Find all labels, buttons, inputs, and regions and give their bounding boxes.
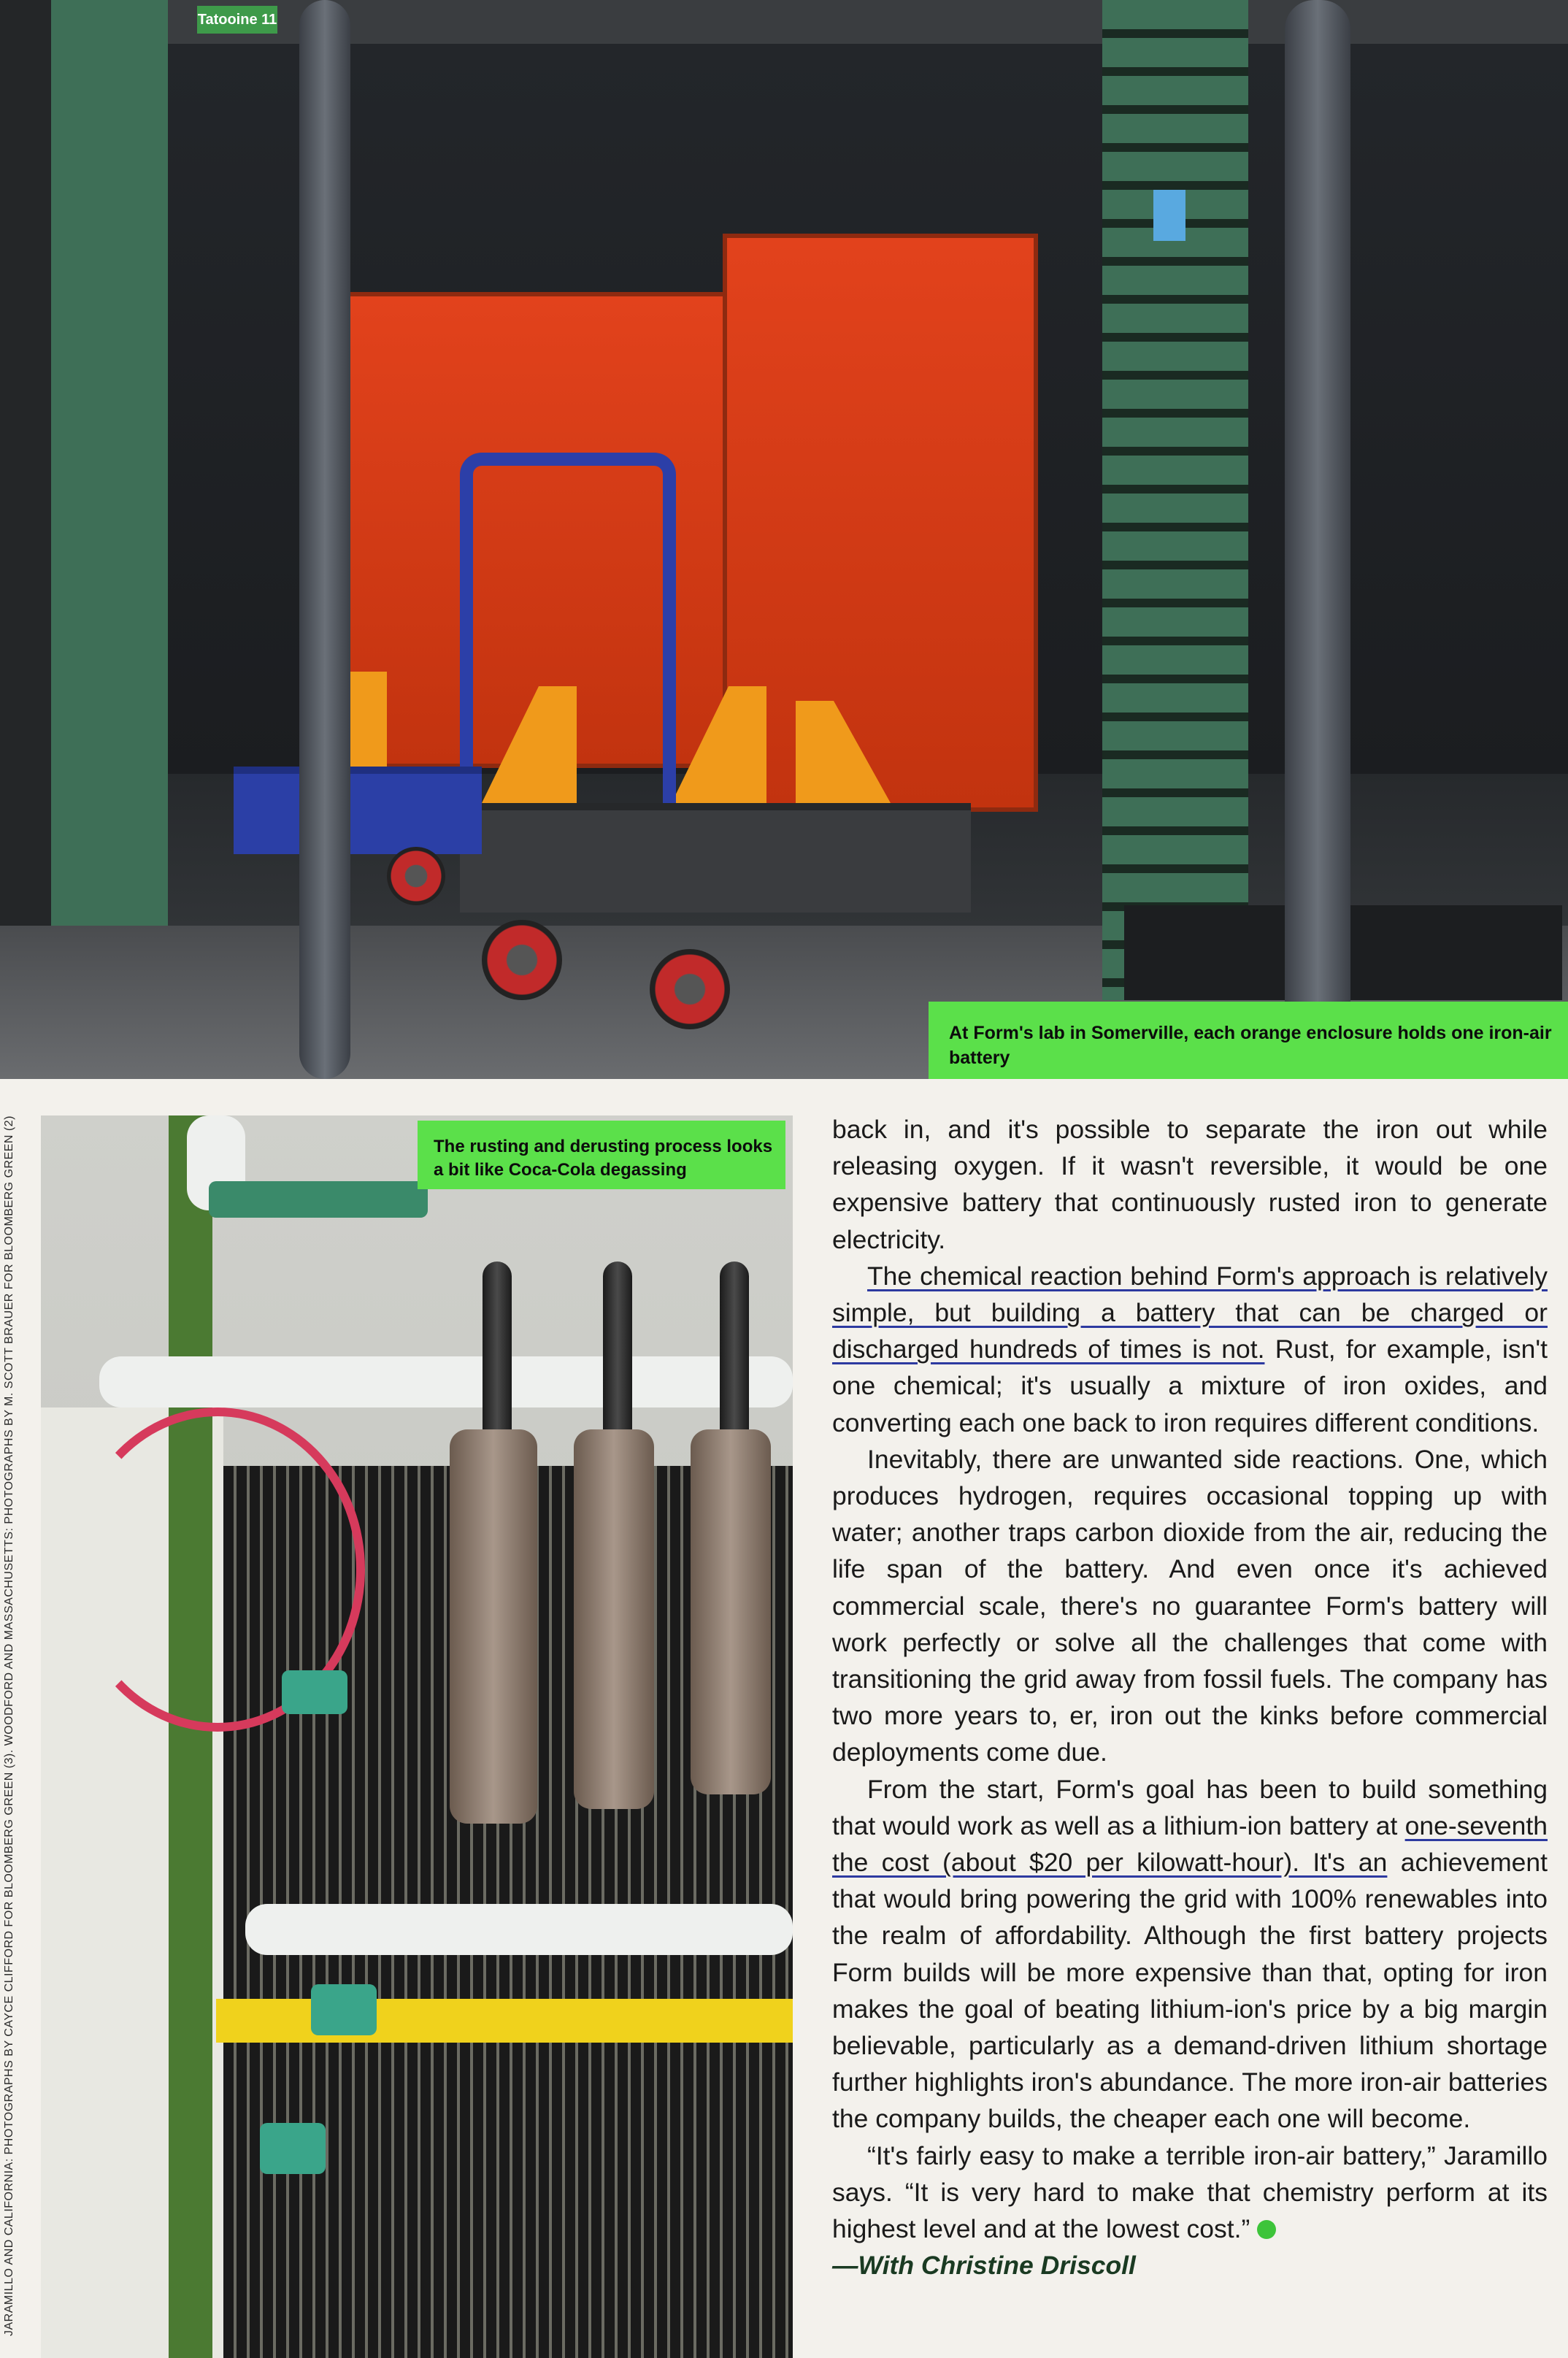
paragraph-1: back in, and it's possible to separate the iron out while releasing oxygen. If it wasn't reversible, it would be one expensive battery that continuously rusted iron to generate electricity. (832, 1115, 1548, 1254)
reaction-cylinder (691, 1429, 771, 1794)
reaction-cylinder (574, 1429, 654, 1809)
paragraph-2 (832, 1258, 1548, 1441)
shelf-label: Tatooine 11 (197, 6, 277, 34)
article-body (832, 1111, 1548, 2284)
end-mark-icon (1257, 2220, 1276, 2239)
underlined-passage: The chemical reaction behind Form's approach is relatively simple, but building a battery that can be charged or discharged hundreds of times is not. (832, 1261, 1548, 1364)
top-photo-caption: At Form's lab in Somerville, each orange enclosure holds one iron-air battery (929, 1002, 1568, 1079)
blue-tag (1153, 190, 1185, 241)
teal-clip (311, 1984, 377, 2035)
cart-base (460, 803, 971, 913)
white-pipe-horizontal (99, 1356, 793, 1407)
lab-photo-top (0, 0, 1568, 1079)
blue-cart-handle (460, 453, 676, 831)
paragraph-5-text: “It's fairly easy to make a terrible iron-air battery,” Jaramillo says. “It is very hard to make that chemistry perform at its highest level and at the lowest cost.” (832, 2140, 1548, 2244)
byline: —With Christine Driscoll (832, 2251, 1136, 2281)
teal-clip (282, 1670, 347, 1714)
teal-bracket (209, 1181, 428, 1218)
paragraph-3: Inevitably, there are unwanted side reactions. One, which produces hydrogen, requires occasional topping up with water; another traps carbon dioxide from the air, reducing the life span of the battery. And even once it's achieved commercial scale, there's no guarantee Form's battery will work perfectly or solve all the challenges that come with transitioning the grid away from fossil fuels. The company has two more years to, er, iron out the kinks before commercial deployments come due. (832, 1444, 1548, 1767)
upper-shelf (168, 0, 1568, 44)
photo-credit: JARAMILLO AND CALIFORNIA: PHOTOGRAPHS BY CAYCE CLIFFORD FOR BLOOMBERG GREEN (3). WOODFORD AND MASSACHUSETTS: PHOTOGRAPHS BY M. SCOTT BRAUER FOR BLOOMBERG GREEN (2) (3, 1115, 15, 2336)
foreground-pipe-right (1285, 0, 1350, 1079)
bottom-photo-caption: The rusting and derusting process looks a bit like Coca-Cola degassing (418, 1121, 785, 1189)
cart-wheel (650, 949, 730, 1029)
underlined-passage: one-seventh the cost (about $20 per kilowatt-hour). It's an (832, 1810, 1548, 1878)
yellow-rail (216, 1999, 793, 2043)
cart-wheel (482, 920, 562, 1000)
paragraph-4-lead: From the start, Form's goal has been to build something that would work as well as a lithium-ion battery at (832, 1774, 1548, 1840)
blue-cart-base (234, 767, 482, 854)
white-pipe-horizontal-lower (245, 1904, 793, 1955)
paragraph-5 (832, 2138, 1548, 2248)
green-upright (169, 1115, 212, 2358)
paragraph-2-rest: Rust, for example, isn't one chemical; it's usually a mixture of iron oxides, and converting each one back to iron requires different conditions. (832, 1334, 1548, 1437)
cart-wheel (387, 847, 445, 905)
teal-clip (260, 2123, 326, 2174)
orange-enclosure-right (723, 234, 1038, 812)
paragraph-4-rest: achievement that would bring powering the grid with 100% renewables into the realm of affordability. Although the first battery projects Form builds will be more expensive than that, opting for iron makes the goal of beating lithium-ion's price by a big margin believable, particularly as a demand-driven lithium shortage further highlights iron's abundance. The more iron-air batteries the company builds, the cheaper each one will become. (832, 1848, 1548, 2134)
foreground-pipe-left (299, 0, 350, 1079)
green-rack-left (51, 0, 168, 1079)
paragraph-4 (832, 1771, 1548, 2138)
lab-photo-bottom (41, 1115, 793, 2358)
green-rack-right (1102, 0, 1248, 1000)
reaction-cylinder (450, 1429, 537, 1824)
